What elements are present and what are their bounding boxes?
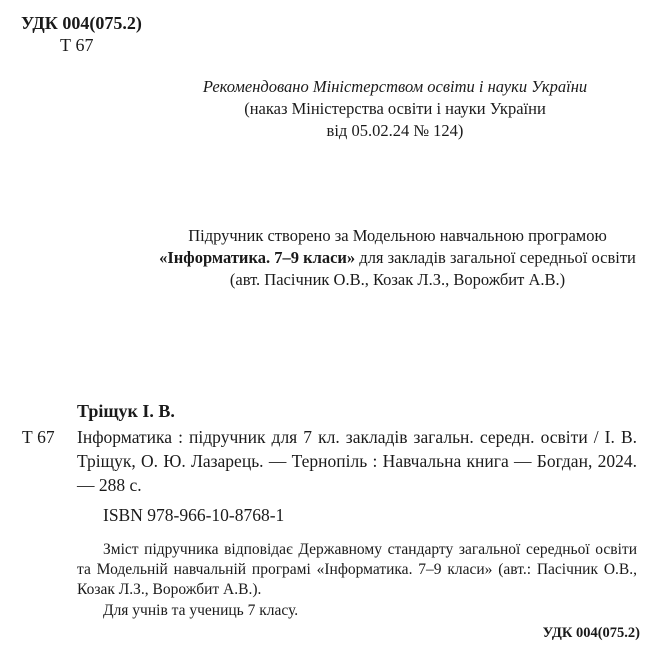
book-author: Тріщук І. В. xyxy=(77,401,175,421)
recommendation-line-1: Рекомендовано Міністерством освіти і науки України xyxy=(202,77,588,96)
isbn: ISBN 978-966-10-8768-1 xyxy=(103,505,285,525)
target-audience: Для учнів та учениць 7 класу. xyxy=(103,602,299,619)
recommendation-line-2: (наказ Міністерства освіти і науки України xyxy=(244,99,546,118)
program-note xyxy=(130,225,665,291)
program-note-line-2 xyxy=(130,247,665,269)
program-note-line-1: Підручник створено за Модельною навчальною програмою xyxy=(188,226,607,245)
recommendation-line-3: від 05.02.24 № 124) xyxy=(326,121,464,140)
program-title: «Інформатика. 7–9 класи» xyxy=(159,248,356,267)
annotation-text: Зміст підручника відповідає Державному стандарту загальної середньої освіти та Модельній навчальній програмі «Інформатика. 7–9 класи» (авт.: Пасічник О.В., Козак Л.З., Ворожбит А.В.). xyxy=(77,541,637,598)
author-cipher-top: Т 67 xyxy=(60,35,94,55)
author-cipher: Т 67 xyxy=(22,427,55,447)
udk-code-bottom: УДК 004(075.2) xyxy=(542,625,640,641)
program-note-line-2-rest: для закладів загальної середньої освіти xyxy=(355,248,636,267)
program-note-line-3: (авт. Пасічник О.В., Козак Л.З., Ворожбит А.В.) xyxy=(229,270,566,289)
bibliographic-description: Інформатика : підручник для 7 кл. закладів загальн. середн. освіти / І. В. Тріщук, О. Ю. Лазарець. — Тернопіль : Навчальна книга — Богдан, 2024. — 288 с. xyxy=(77,427,637,495)
ministry-recommendation xyxy=(140,76,650,142)
udk-code-top: УДК 004(075.2) xyxy=(21,13,142,33)
